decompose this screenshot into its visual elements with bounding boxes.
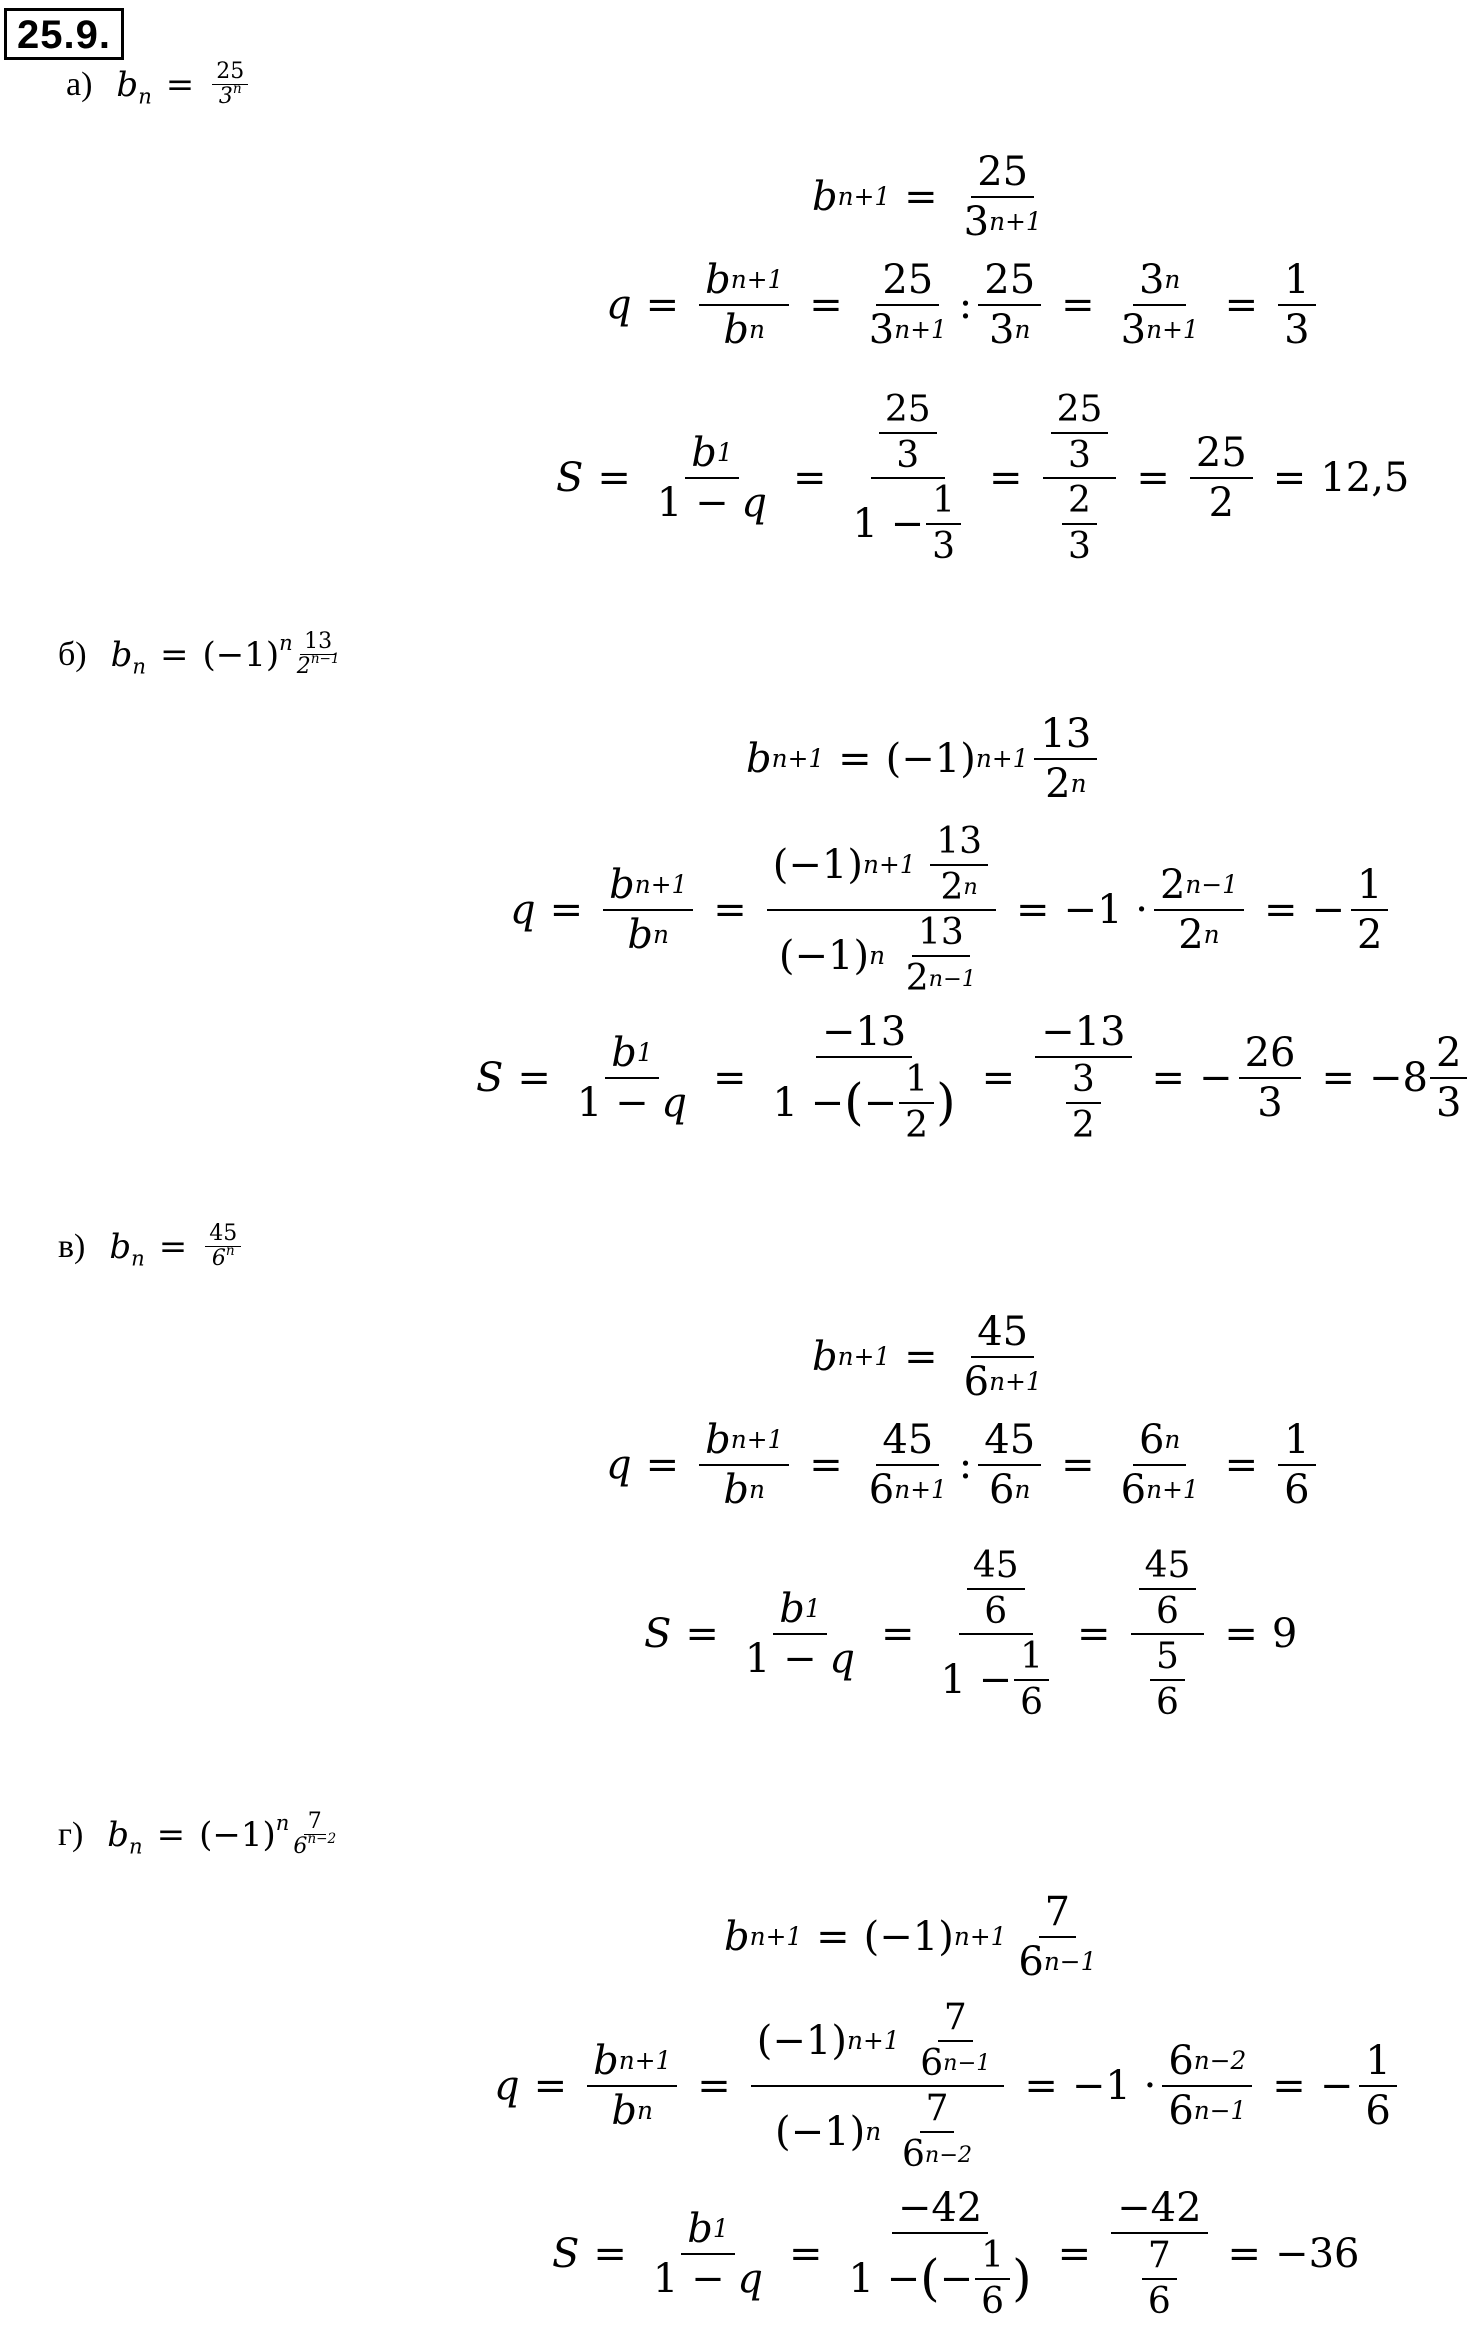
part-c-result: 9	[1271, 1611, 1298, 1658]
part-a-label: а)	[66, 65, 93, 103]
part-a-s: S = b 1 1 − q = $\frac{25}{3}$ 1 − $\frac{1}{3}$ = $\frac{\frac{25}{3}}{\frac{2}{3}}$ = $\frac{25}{2}$ = 12,5	[556, 389, 1410, 567]
part-b-s: S = b 1 1 − q = −13 1 − ( − $\frac{1}{2}$ ) = $\frac{-13}{\frac{3}{2}}$ = − $\frac{26}{3}$ = −8 $\frac{2}{3}$	[476, 1010, 1473, 1145]
part-b-q: q = b n+1 b n = (−1) n+1 13 2 n (−1) n 13 2 n−1 = −1 · 2 n−1 2 n = − $\frac{1}{2}$	[510, 822, 1394, 998]
part-c-given: в) $b_n$ = $\frac{45}{6^n}$	[58, 1222, 245, 1271]
part-d-bn1: b n+1 = (−1) n+1 7 6 n−1	[724, 1889, 1097, 1985]
part-c-s: S = b 1 1 − q = $\frac{45}{6}$ 1 − $\frac{1}{6}$ = $\frac{\frac{45}{6}}{\frac{5}{6}}$ = 9	[644, 1545, 1298, 1723]
part-d-q: q = b n+1 b n = (−1) n+1 7 6 n−1 (−1) n 7 6 n−2 = −1 · 6 n−2 6 n−1 = − $\frac{1}{6}$	[494, 1998, 1403, 2174]
part-d-s: S = b 1 1 − q = −42 1 − ( − $\frac{1}{6}$ ) = $\frac{-42}{\frac{7}{6}}$ = −36	[552, 2185, 1360, 2322]
part-c-label: в)	[58, 1227, 86, 1265]
part-c-bn1: b n+1 = 45 6 n+1	[812, 1309, 1042, 1405]
part-b-label: б)	[58, 635, 87, 673]
part-d-result: −36	[1275, 2230, 1360, 2277]
part-d-given: г) $b_n$ = $(-1)^n$ 7 $6^{n-2}$	[58, 1809, 337, 1859]
part-a-result: 12,5	[1320, 455, 1410, 502]
part-a-q: q = b n+1 b n = 25 3 n+1 : 25 3 n = 3 n 3 n+1 = $\frac{1}{3}$	[606, 258, 1322, 352]
problem-number: 25.9.	[4, 8, 124, 60]
part-a-bn1: b n+1 = 25 3 n+1	[812, 149, 1042, 245]
part-c-q: q = b n+1 b n = 45 6 n+1 : 45 6 n = 6 n 6 n+1 = $\frac{1}{6}$	[606, 1418, 1322, 1512]
part-a-given: а) $b_n$ = $\frac{25}{3^n}$	[66, 60, 252, 109]
part-b-bn1: b n+1 = (−1) n+1 13 2 n	[746, 712, 1103, 806]
part-d-label: г)	[58, 1815, 84, 1853]
part-b-given: б) $b_n$ = $(-1)^n$ 13 $2^{n-1}$	[58, 629, 340, 679]
